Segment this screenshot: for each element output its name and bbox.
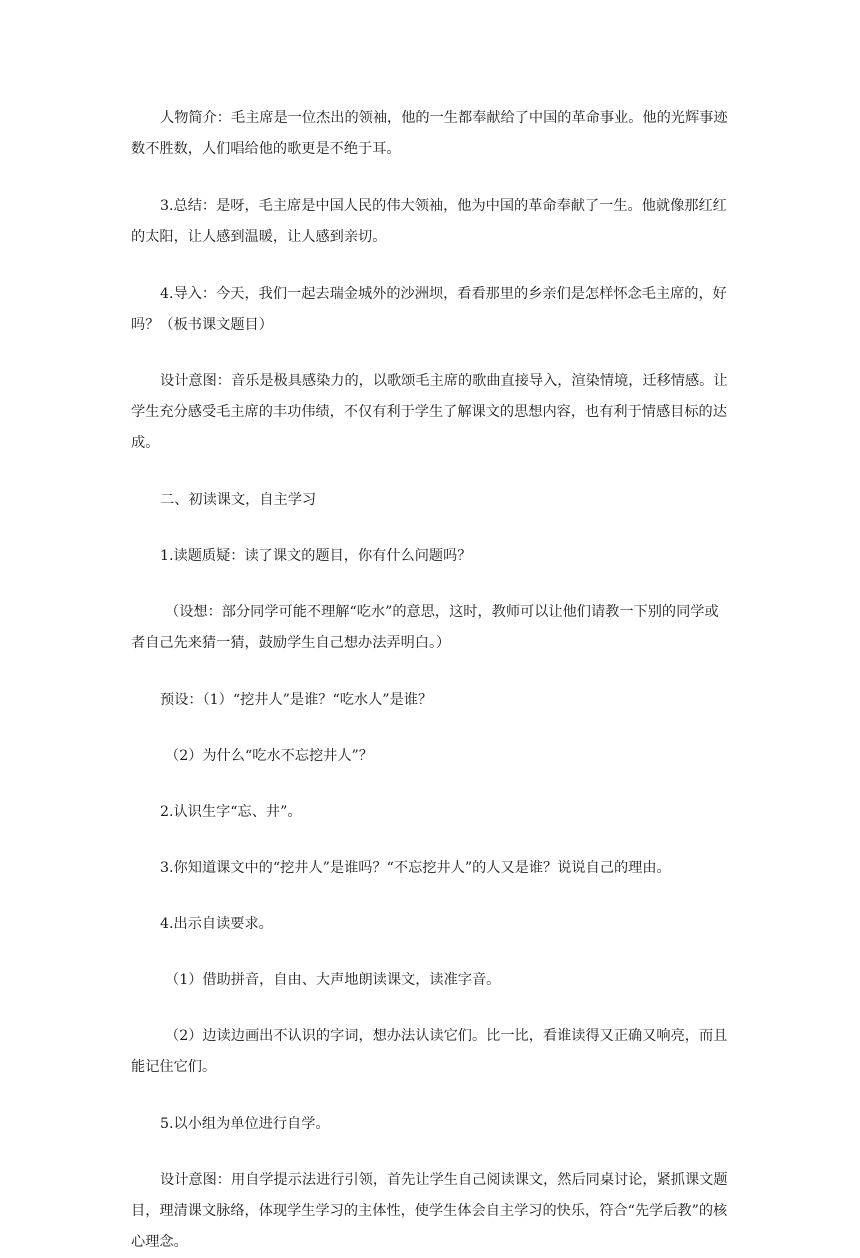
- paragraph-assumption: （设想：部分同学可能不理解“吃水”的意思，这时，教师可以让他们请教一下别的同学或者自己先来猜一猜，鼓励学生自己想办法弄明白。）: [131, 604, 719, 651]
- paragraph-preset-1: 预设：（1）“挖井人”是谁？“吃水人”是谁？: [160, 692, 433, 708]
- paragraph-introduction: 4.导入：今天，我们一起去瑞金城外的沙洲坝，看看那里的乡亲们是怎样怀念毛主席的，好吗？（板书课文题目）: [131, 286, 727, 333]
- paragraph-group-study: 5.以小组为单位进行自学。: [160, 1116, 330, 1132]
- paragraph-question: 1.读题质疑：读了课文的题目，你有什么问题吗？: [160, 548, 472, 564]
- paragraph-design-intent-2: 设计意图：用自学提示法进行引领，首先让学生自己阅读课文，然后同桌讨论，紧抓课文题目，理清课文脉络，体现学生学习的主体性，使学生体会自主学习的快乐，符合“先学后教”的核心理念。: [131, 1172, 728, 1250]
- paragraph-requirement-1: （1）借助拼音，自由、大声地朗读课文，读准字音。: [165, 972, 501, 988]
- paragraph-reading-requirements: 4.出示自读要求。: [160, 916, 273, 932]
- paragraph-design-intent-1: 设计意图：音乐是极具感染力的，以歌颂毛主席的歌曲直接导入，渲染情境，迁移情感。让学生充分感受毛主席的丰功伟绩，不仅有利于学生了解课文的思想内容，也有利于情感目标的达成。: [131, 373, 728, 451]
- section-heading: 二、初读课文，自主学习: [160, 492, 317, 508]
- paragraph-summary: 3.总结：是呀，毛主席是中国人民的伟大领袖，他为中国的革命奉献了一生。他就像那红红的太阳，让人感到温暖，让人感到亲切。: [131, 198, 727, 245]
- paragraph-new-characters: 2.认识生字“忘、井”。: [160, 804, 302, 820]
- paragraph-requirement-2: （2）边读边画出不认识的字词，想办法认读它们。比一比，看谁读得又正确又响亮，而且能记住它们。: [131, 1028, 728, 1075]
- paragraph-well-digger: 3.你知道课文中的“挖井人”是谁吗？“不忘挖井人”的人又是谁？说说自己的理由。: [160, 860, 671, 876]
- paragraph-preset-2: （2）为什么“吃水不忘挖井人”？: [165, 748, 373, 764]
- paragraph-character-intro: 人物简介：毛主席是一位杰出的领袖，他的一生都奉献给了中国的革命事业。他的光辉事迹数不胜数，人们唱给他的歌更是不绝于耳。: [131, 110, 728, 157]
